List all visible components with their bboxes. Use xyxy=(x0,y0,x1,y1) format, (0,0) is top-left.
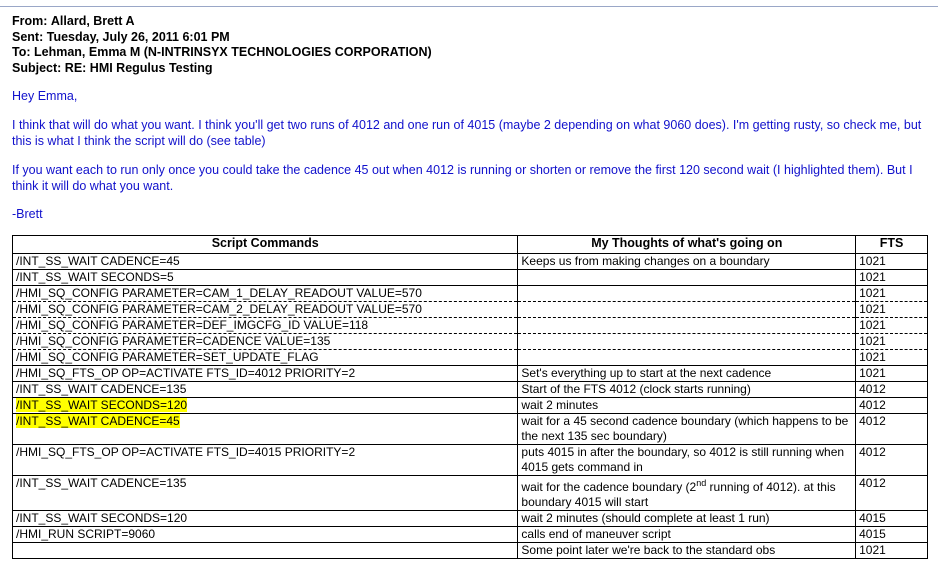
cell-fts: 1021 xyxy=(856,254,928,270)
cell-note: wait 2 minutes xyxy=(518,398,856,414)
table-row xyxy=(13,445,928,476)
cell-command: /HMI_SQ_CONFIG PARAMETER=DEF_IMGCFG_ID VALUE=118 xyxy=(13,318,518,334)
table-row xyxy=(13,302,928,318)
cell-fts: 4012 xyxy=(856,398,928,414)
cell-fts: 1021 xyxy=(856,270,928,286)
table-row xyxy=(13,543,928,559)
email-sent-label: Sent: xyxy=(12,29,44,44)
table-row xyxy=(13,334,928,350)
table-row xyxy=(13,350,928,366)
cell-note xyxy=(518,476,856,511)
cell-command: /INT_SS_WAIT CADENCE=135 xyxy=(13,382,518,398)
table-row xyxy=(13,270,928,286)
email-subject-value: RE: HMI Regulus Testing xyxy=(64,60,213,75)
cell-note: puts 4015 in after the boundary, so 4012 is still running when 4015 gets command in xyxy=(518,445,856,476)
table-row xyxy=(13,527,928,543)
cell-note xyxy=(518,350,856,366)
email-from-row xyxy=(12,14,928,30)
cell-command: /INT_SS_WAIT CADENCE=45 xyxy=(13,254,518,270)
email-subject-row xyxy=(12,61,928,77)
cell-fts: 4015 xyxy=(856,527,928,543)
cell-command: /HMI_SQ_FTS_OP OP=ACTIVATE FTS_ID=4015 PRIORITY=2 xyxy=(13,445,518,476)
email-sent-value: Tuesday, July 26, 2011 6:01 PM xyxy=(46,29,230,44)
email-from-label: From: xyxy=(12,14,48,28)
cell-fts: 4012 xyxy=(856,476,928,511)
cell-note xyxy=(518,334,856,350)
cell-command xyxy=(13,414,518,445)
table-row xyxy=(13,286,928,302)
cell-fts: 4015 xyxy=(856,511,928,527)
email-header xyxy=(12,14,928,76)
cell-note: wait for a 45 second cadence boundary (which happens to be the next 135 sec boundary) xyxy=(518,414,856,445)
cell-fts: 1021 xyxy=(856,318,928,334)
cell-command: /HMI_SQ_CONFIG PARAMETER=CADENCE VALUE=135 xyxy=(13,334,518,350)
cell-command: /INT_SS_WAIT CADENCE=135 xyxy=(13,476,518,511)
cell-note xyxy=(518,318,856,334)
email-signature: -Brett xyxy=(12,207,43,221)
note-text-pre: wait for the cadence boundary (2 xyxy=(521,480,697,494)
cell-fts: 4012 xyxy=(856,414,928,445)
cell-note xyxy=(518,302,856,318)
column-header-script-commands: Script Commands xyxy=(13,236,518,254)
cell-note: Set's everything up to start at the next cadence xyxy=(518,366,856,382)
cell-fts: 1021 xyxy=(856,366,928,382)
email-greeting: Hey Emma, xyxy=(12,89,78,103)
table-row xyxy=(13,318,928,334)
table-row xyxy=(13,382,928,398)
email-from-value: Allard, Brett A xyxy=(50,14,135,28)
email-paragraph-2: If you want each to run only once you could take the cadence 45 out when 4012 is running or shorten or remove the first 120 second wait (I highlighted them). But I think it will do what you want. xyxy=(12,163,913,193)
cell-command: /HMI_RUN SCRIPT=9060 xyxy=(13,527,518,543)
highlighted-command: /INT_SS_WAIT SECONDS=120 xyxy=(16,398,188,412)
column-header-thoughts: My Thoughts of what's going on xyxy=(518,236,856,254)
cell-fts: 1021 xyxy=(856,350,928,366)
cell-fts: 1021 xyxy=(856,302,928,318)
table-row xyxy=(13,476,928,511)
email-to-value: Lehman, Emma M (N-INTRINSYX TECHNOLOGIES CORPORATION) xyxy=(34,45,432,59)
cell-note: calls end of maneuver script xyxy=(518,527,856,543)
cell-command: /HMI_SQ_CONFIG PARAMETER=CAM_1_DELAY_READOUT VALUE=570 xyxy=(13,286,518,302)
cell-command: /HMI_SQ_FTS_OP OP=ACTIVATE FTS_ID=4012 PRIORITY=2 xyxy=(13,366,518,382)
cell-note: Keeps us from making changes on a boundary xyxy=(518,254,856,270)
script-commands-table xyxy=(12,235,928,559)
cell-command: /HMI_SQ_CONFIG PARAMETER=CAM_2_DELAY_READOUT VALUE=570 xyxy=(13,302,518,318)
cell-fts: 1021 xyxy=(856,286,928,302)
cell-fts: 4012 xyxy=(856,445,928,476)
cell-note: Start of the FTS 4012 (clock starts running) xyxy=(518,382,856,398)
cell-fts: 4012 xyxy=(856,382,928,398)
email-subject-label: Subject: xyxy=(12,60,62,75)
highlighted-command: /INT_SS_WAIT CADENCE=45 xyxy=(16,414,180,428)
table-row xyxy=(13,511,928,527)
email-to-row xyxy=(12,45,928,61)
email-paragraph-1: I think that will do what you want. I think you'll get two runs of 4012 and one run of 4015 (maybe 2 depending on what 9060 does). I'm getting rusty, so check me, but this is what I think the script will do (see table) xyxy=(12,118,922,148)
cell-note: wait 2 minutes (should complete at least 1 run) xyxy=(518,511,856,527)
top-divider xyxy=(0,6,938,7)
cell-command xyxy=(13,398,518,414)
column-header-fts: FTS xyxy=(856,236,928,254)
table-row-highlighted xyxy=(13,398,928,414)
document-content xyxy=(12,14,928,559)
table-row-highlighted xyxy=(13,414,928,445)
email-to-label: To: xyxy=(12,45,31,59)
cell-fts: 1021 xyxy=(856,334,928,350)
note-text-post: running of 4012). at this boundary 4015 will start xyxy=(521,480,836,509)
cell-command xyxy=(13,543,518,559)
table-row xyxy=(13,254,928,270)
table-row xyxy=(13,366,928,382)
cell-note: Some point later we're back to the standard obs xyxy=(518,543,856,559)
table-header-row xyxy=(13,236,928,254)
cell-note xyxy=(518,286,856,302)
note-ordinal-suffix: nd xyxy=(696,478,707,488)
cell-note xyxy=(518,270,856,286)
cell-fts: 1021 xyxy=(856,543,928,559)
cell-command: /HMI_SQ_CONFIG PARAMETER=SET_UPDATE_FLAG xyxy=(13,350,518,366)
cell-command: /INT_SS_WAIT SECONDS=5 xyxy=(13,270,518,286)
cell-command: /INT_SS_WAIT SECONDS=120 xyxy=(13,511,518,527)
email-sent-row xyxy=(12,30,928,46)
